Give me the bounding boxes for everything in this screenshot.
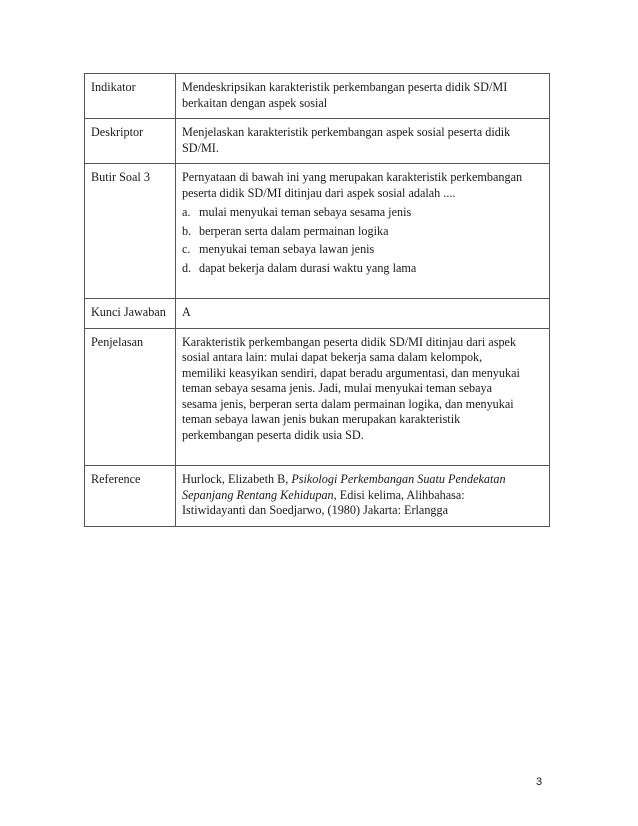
option-c: c. menyukai teman sebaya lawan jenis <box>182 242 375 256</box>
row-deskriptor <box>85 119 550 164</box>
penjelasan-label: Penjelasan <box>85 328 176 466</box>
penjelasan-line: sesama jenis, berperan serta dalam permainan logika, dan menyukai <box>182 396 514 411</box>
reference-publisher: Istiwidayanti dan Soedjarwo, (1980) Jakarta: Erlangga <box>182 503 449 517</box>
indikator-line1: Mendeskripsikan karakteristik perkembangan peserta didik SD/MI <box>182 80 508 94</box>
indikator-label: Indikator <box>85 74 176 119</box>
butir-soal-label: Butir Soal 3 <box>85 164 176 299</box>
page-number: 3 <box>536 776 543 788</box>
kunci-jawaban-label: Kunci Jawaban <box>85 299 176 329</box>
deskriptor-value <box>176 119 550 164</box>
reference-title-part1: Psikologi Perkembangan Suatu Pendekatan <box>291 472 506 486</box>
penjelasan-line: teman sebaya sesama jenis. Jadi, mulai menyukai teman sebaya <box>182 381 493 395</box>
row-indikator <box>85 74 550 119</box>
butir-soal-value <box>176 164 550 299</box>
row-reference <box>85 466 550 527</box>
row-penjelasan <box>85 328 550 466</box>
option-a: a. mulai menyukai teman sebaya sesama jenis <box>182 205 412 219</box>
deskriptor-line1: Menjelaskan karakteristik perkembangan aspek sosial peserta didik <box>182 125 511 139</box>
penjelasan-line: memiliki keasyikan sendiri, dapat beradu argumentasi, dan menyukai <box>182 365 520 380</box>
reference-label: Reference <box>85 466 176 527</box>
kunci-jawaban-value: A <box>176 299 550 329</box>
penjelasan-line: perkembangan peserta didik usia SD. <box>182 427 364 442</box>
reference-author: Hurlock, Elizabeth B, <box>182 472 292 486</box>
option-d: d. dapat bekerja dalam durasi waktu yang lama <box>182 260 417 275</box>
deskriptor-label: Deskriptor <box>85 119 176 164</box>
penjelasan-line: Karakteristik perkembangan peserta didik SD/MI ditinjau dari aspek <box>182 334 517 349</box>
question-line2: peserta didik SD/MI ditinjau dari aspek sosial adalah .... <box>182 185 456 200</box>
penjelasan-value <box>176 328 550 466</box>
reference-value <box>176 466 550 527</box>
reference-edition: , Edisi kelima, Alihbahasa: <box>333 487 465 502</box>
option-b: b. berperan serta dalam permainan logika <box>182 223 389 238</box>
indikator-line2: berkaitan dengan aspek sosial <box>182 95 328 110</box>
row-butir-soal <box>85 164 550 299</box>
deskriptor-line2: SD/MI. <box>182 140 219 155</box>
question-table <box>84 73 550 527</box>
reference-title-part2: Sepanjang Rentang Kehidupan <box>182 487 334 502</box>
indikator-value <box>176 74 550 119</box>
penjelasan-line: teman sebaya lawan jenis bukan merupakan karakteristik <box>182 412 461 426</box>
row-kunci-jawaban <box>85 299 550 329</box>
question-line1: Pernyataan di bawah ini yang merupakan karakteristik perkembangan <box>182 170 523 184</box>
penjelasan-line: sosial antara lain: mulai dapat bekerja sama dalam kelompok, <box>182 350 483 364</box>
